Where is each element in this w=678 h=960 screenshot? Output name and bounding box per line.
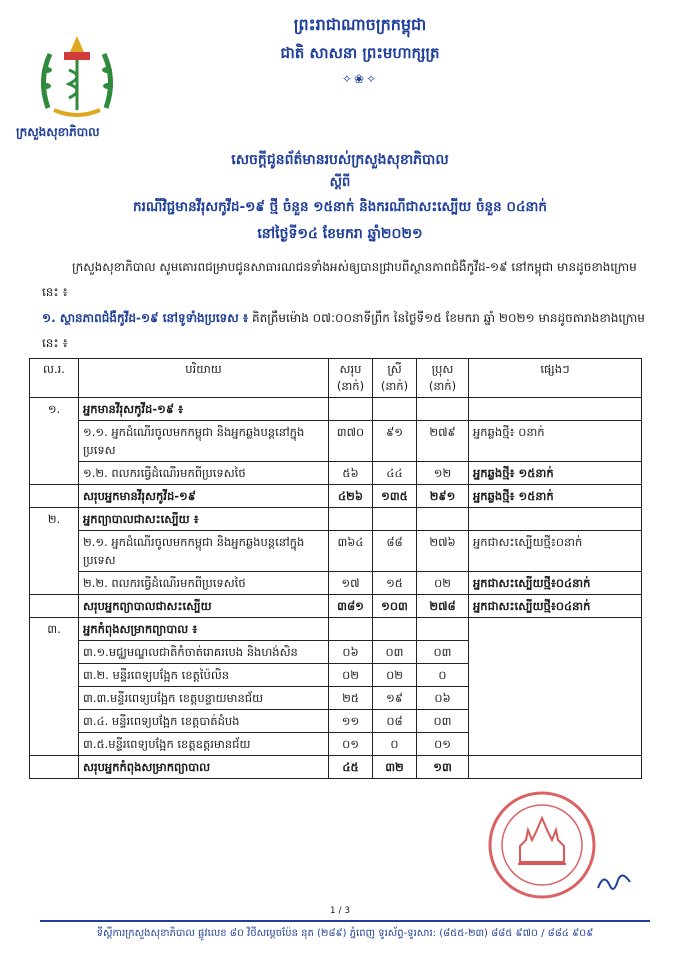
row-other: អ្នកឆ្លងថ្មី៖ ០នាក់ (469, 421, 642, 462)
table-row (30, 508, 642, 531)
group-heading: អ្នកព្យាបាលជាសះស្បើយ ៖ (79, 508, 329, 531)
table-row (30, 462, 642, 485)
national-motto: ជាតិ សាសនា ព្រះមហាក្សត្រ (280, 44, 440, 62)
footer-address: ទីស្តីការក្រសួងសុខាភិបាល ផ្លូវលេខ ៨០ វិថីសម្តេចប៉ែន នុត (២៨៩) ភ្នំពេញ ទូរស័ព្ទ-ទូរសារ: (៨៥៥-២៣) ៨៨៥ ៩៧០ / ៨៨៤ ៩០៩ (96, 928, 594, 939)
intro-paragraph: ក្រសួងសុខាភិបាល សូមគោរពជម្រាបជូនសាធារណជនទាំងអស់ឲ្យបានជ្រាបពីស្ថានភាពជំងឺកូវីដ-១៩ នៅកម្ពុជា មានដូចខាងក្រោមនេះ ៖ (42, 260, 637, 299)
table-total-row (30, 485, 642, 508)
table-total-row (30, 595, 642, 618)
header-ornament: ✧❀✧ (341, 72, 379, 86)
row-male: ០៣ (417, 710, 469, 733)
col-header-other: ផ្សេងៗ (469, 359, 642, 398)
total-total: ៤៥ (329, 756, 373, 779)
col-header-male: ប្រុស (នាក់) (417, 359, 469, 398)
row-desc: ៣.៤. មន្ទីរពេទ្យបង្អែក ខេត្តបាត់ដំបង (79, 710, 329, 733)
row-male: ២៧៩ (417, 421, 469, 462)
row-total: ១១ (329, 710, 373, 733)
row-male: ០២ (417, 572, 469, 595)
row-total: ៣៧០ (329, 421, 373, 462)
row-female: ០ (373, 733, 417, 756)
table-row (30, 618, 642, 641)
total-male: ១៣ (417, 756, 469, 779)
footer-divider (40, 920, 650, 922)
signature-icon (594, 868, 634, 898)
group-heading: អ្នកកំពុងសម្រាកព្យាបាល ៖ (79, 618, 329, 641)
row-female: ០២ (373, 664, 417, 687)
row-female: ១៩ (373, 687, 417, 710)
row-number: ១. (30, 398, 79, 485)
row-total: ២៥ (329, 687, 373, 710)
section-1-text: គិតត្រឹមម៉ោង ០៧:០០នាទីព្រឹក នៃថ្ងៃទី១៥ ខែមករា ឆ្នាំ ២០២១ មានដូចតារាងខាងក្រោមនេះ ៖ (42, 311, 645, 350)
section-1 (42, 306, 648, 356)
table-total-row (30, 756, 642, 779)
row-male: ០ (417, 664, 469, 687)
row-male: ២៧៦ (417, 531, 469, 572)
row-female: ៤៤ (373, 462, 417, 485)
row-total: ០២ (329, 664, 373, 687)
row-female: ១៥ (373, 572, 417, 595)
row-desc: ១.២. ពលករធ្វើដំណើរមកពីប្រទេសថៃ (79, 462, 329, 485)
row-male: ០១ (417, 733, 469, 756)
table-header-row (30, 359, 642, 398)
row-other: អ្នកជាសះស្បើយថ្មី៖០នាក់ (469, 531, 642, 572)
row-male: ១២ (417, 462, 469, 485)
page-number: 1 / 3 (329, 906, 351, 916)
section-1-heading: ១. ស្ថានភាពជំងឺកូវីដ-១៩ នៅទូទាំងប្រទេស ៖ (42, 311, 249, 325)
total-other: អ្នកឆ្លងថ្មី៖ ១៥នាក់ (469, 485, 642, 508)
document-headline: ករណីវិជ្ជមានវីរុសកូវីដ-១៩ ថ្មី ចំនួន ១៥នាក់ និងករណីជាសះស្បើយ ចំនួន ០៤នាក់ (133, 199, 547, 215)
col-header-no: ល.រ. (30, 359, 79, 398)
row-female: ៩១ (373, 421, 417, 462)
row-other: អ្នកឆ្លងថ្មី៖ ១៥នាក់ (469, 462, 642, 485)
total-other: អ្នកជាសះស្បើយថ្មី៖០៤នាក់ (469, 595, 642, 618)
col-header-total: សរុប (នាក់) (329, 359, 373, 398)
row-total: ១៧ (329, 572, 373, 595)
row-total: ០១ (329, 733, 373, 756)
table-row (30, 398, 642, 421)
kingdom-title: ព្រះរាជាណាចក្រកម្ពុជា (293, 15, 427, 34)
row-male: ០៦ (417, 687, 469, 710)
row-female: ០៣ (373, 641, 417, 664)
col-header-desc: បរិយាយ (79, 359, 329, 398)
total-total: ៣៨១ (329, 595, 373, 618)
row-desc: ៣.១.មជ្ឈមណ្ឌលជាតិកំចាត់រោគរបេង និងហង់សិន (79, 641, 329, 664)
row-desc: ២.១. អ្នកដំណើរចូលមកកម្ពុជា និងអ្នកឆ្លងបន្តនៅក្នុងប្រទេស (79, 531, 329, 572)
row-female: ០៨ (373, 710, 417, 733)
col-header-female: ស្រី (នាក់) (373, 359, 417, 398)
table-row (30, 531, 642, 572)
document-subtitle: ស្តីពី (329, 175, 351, 190)
ministry-name: ក្រសួងសុខាភិបាល (16, 125, 100, 139)
covid-status-table (29, 358, 642, 779)
total-female: ១៣៥ (373, 485, 417, 508)
row-desc: ២.២. ពលករធ្វើដំណើរមកពីប្រទេសថៃ (79, 572, 329, 595)
row-desc: ៣.៣.មន្ទីរពេទ្យបង្អែក ខេត្តបន្ទាយមានជ័យ (79, 687, 329, 710)
document-date: នៅថ្ងៃទី១៤ ខែមករា ឆ្នាំ២០២១ (257, 226, 423, 242)
table-row (30, 421, 642, 462)
total-male: ២៧៨ (417, 595, 469, 618)
row-total: ៥៦ (329, 462, 373, 485)
document-title: សេចក្តីជូនព័ត៌មានរបស់ក្រសួងសុខាភិបាល (231, 152, 449, 168)
total-desc: សរុបអ្នកមានវីរុសកូវីដ-១៩ (79, 485, 329, 508)
total-desc: សរុបអ្នកកំពុងសម្រាកព្យាបាល (79, 756, 329, 779)
total-desc: សរុបអ្នកព្យាបាលជាសះស្បើយ (79, 595, 329, 618)
total-female: ៣២ (373, 756, 417, 779)
row-male: ០៣ (417, 641, 469, 664)
row-number: ២. (30, 508, 79, 595)
row-number: ៣. (30, 618, 79, 756)
row-desc: ៣.២. មន្ទីរពេទ្យបង្អែក ខេត្តប៉ៃលិន (79, 664, 329, 687)
total-male: ២៩១ (417, 485, 469, 508)
row-other: អ្នកជាសះស្បើយថ្មី៖០៤នាក់ (469, 572, 642, 595)
row-female: ៨៨ (373, 531, 417, 572)
total-total: ៤២៦ (329, 485, 373, 508)
table-row (30, 572, 642, 595)
row-desc: ៣.៥.មន្ទីរពេទ្យបង្អែក ខេត្តឧត្តរមានជ័យ (79, 733, 329, 756)
row-total: ០៦ (329, 641, 373, 664)
row-total: ៣៦៤ (329, 531, 373, 572)
row-desc: ១.១. អ្នកដំណើរចូលមកកម្ពុជា និងអ្នកឆ្លងបន្តនៅក្នុងប្រទេស (79, 421, 329, 462)
group-heading: អ្នកមានវីរុសកូវីដ-១៩ ៖ (79, 398, 329, 421)
ministry-logo-icon (34, 30, 120, 122)
total-female: ១០៣ (373, 595, 417, 618)
